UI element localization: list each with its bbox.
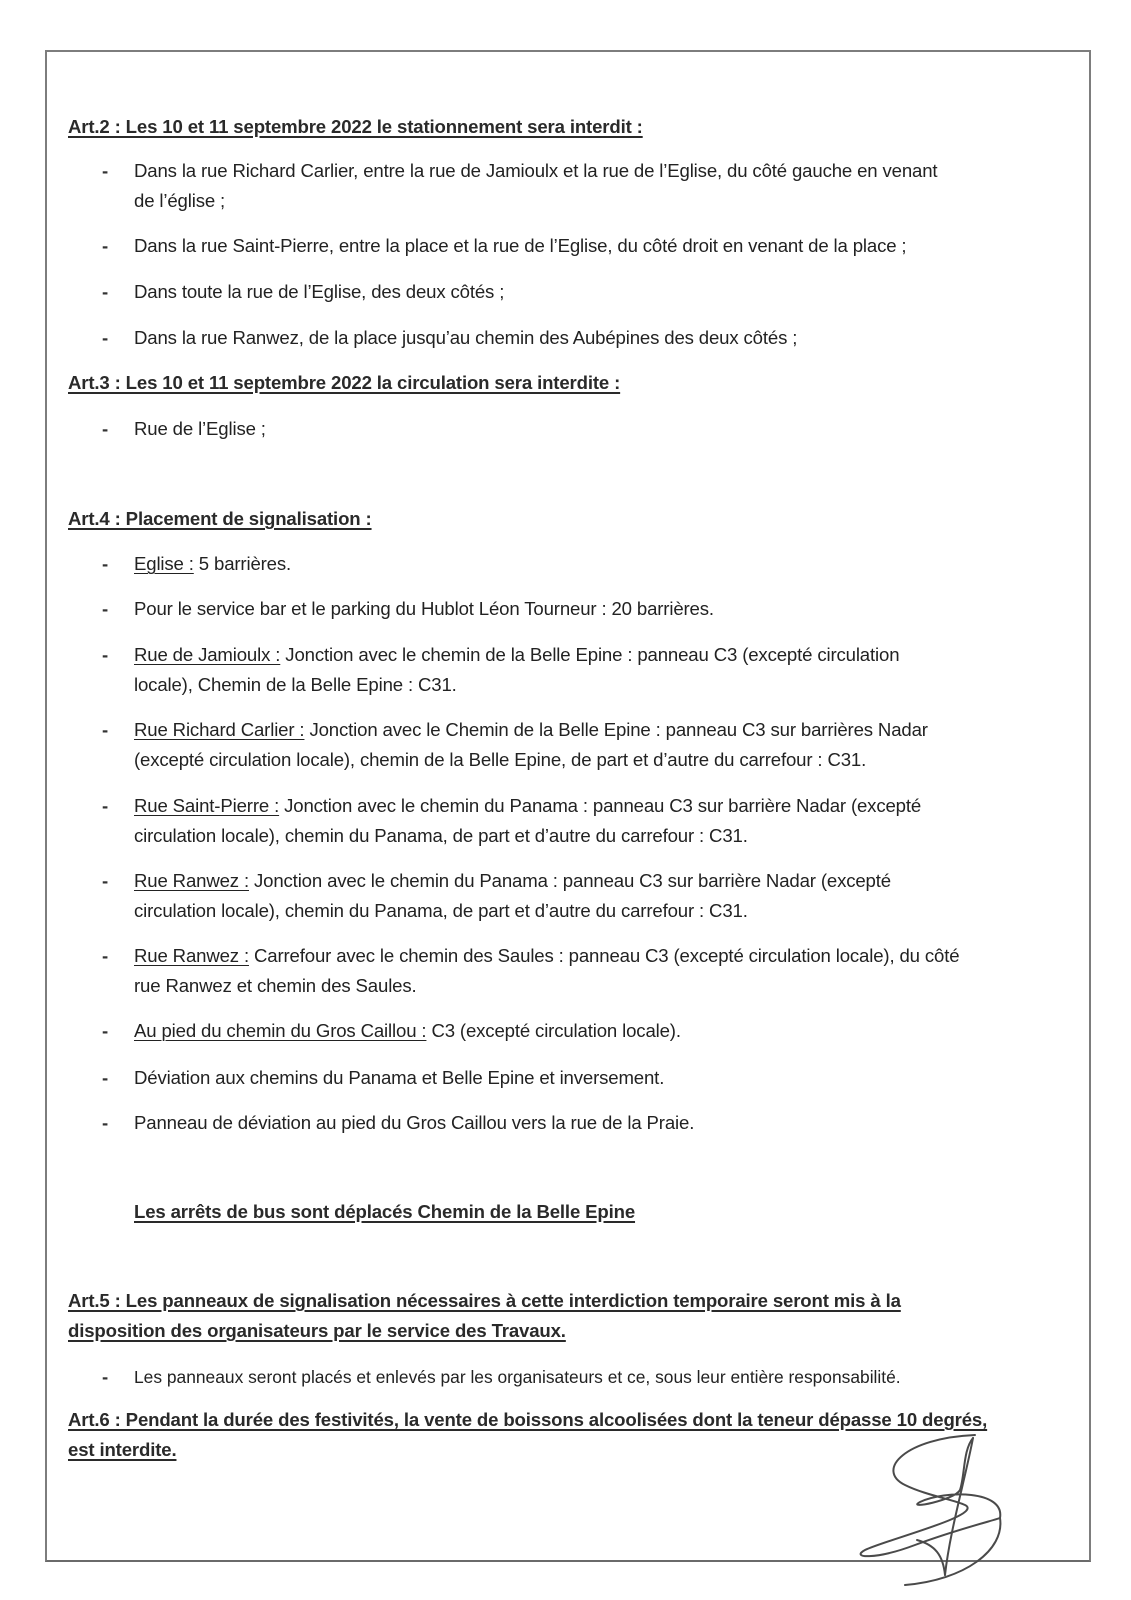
bullet-dash: - xyxy=(102,945,109,966)
list-item: Dans la rue Richard Carlier, entre la rue de Jamioulx et la rue de l’Eglise, du côté gauche en venant xyxy=(134,160,938,181)
bullet-dash: - xyxy=(102,281,109,302)
bullet-dash: - xyxy=(102,1112,109,1133)
item-lead-label: Rue de Jamioulx : xyxy=(134,644,281,665)
list-item xyxy=(134,795,921,817)
item-lead-label: Rue Ranwez : xyxy=(134,945,249,966)
article-6-heading: Art.6 : Pendant la durée des festivités, la vente de boissons alcoolisées dont la teneur dépasse 10 degrés, xyxy=(68,1409,988,1430)
list-item: Rue de l’Eglise ; xyxy=(134,418,266,439)
bullet-dash: - xyxy=(102,598,109,619)
list-item xyxy=(134,644,899,666)
bullet-dash: - xyxy=(102,235,109,256)
bullet-dash: - xyxy=(102,160,109,181)
item-lead-label: Eglise : xyxy=(134,553,194,574)
item-lead-label: Rue Ranwez : xyxy=(134,870,249,891)
list-item-continuation: de l’église ; xyxy=(134,190,226,211)
article-4-heading: Art.4 : Placement de signalisation : xyxy=(68,508,372,529)
item-text: 5 barrières. xyxy=(193,553,292,574)
list-item xyxy=(134,553,291,575)
list-item-continuation: circulation locale), chemin du Panama, de part et d’autre du carrefour : C31. xyxy=(134,825,748,846)
list-item xyxy=(134,945,959,967)
list-item-continuation: locale), Chemin de la Belle Epine : C31. xyxy=(134,674,457,695)
item-lead-label: Au pied du chemin du Gros Caillou : xyxy=(134,1020,427,1041)
list-item: Les panneaux seront placés et enlevés par les organisateurs et ce, sous leur entière responsabilité. xyxy=(134,1367,901,1387)
bullet-dash: - xyxy=(102,1067,109,1088)
bullet-dash: - xyxy=(102,418,109,439)
list-item xyxy=(134,870,891,892)
bullet-dash: - xyxy=(102,719,109,740)
list-item: Dans la rue Saint-Pierre, entre la place et la rue de l’Eglise, du côté droit en venant de la place ; xyxy=(134,235,907,256)
list-item: Panneau de déviation au pied du Gros Caillou vers la rue de la Praie. xyxy=(134,1112,695,1133)
list-item xyxy=(134,1020,681,1042)
list-item: Déviation aux chemins du Panama et Belle Epine et inversement. xyxy=(134,1067,665,1088)
bullet-dash: - xyxy=(102,553,109,574)
item-text: Jonction avec le chemin du Panama : panneau C3 sur barrière Nadar (excepté xyxy=(248,870,891,891)
bullet-dash: - xyxy=(102,795,109,816)
article-2-heading: Art.2 : Les 10 et 11 septembre 2022 le stationnement sera interdit : xyxy=(68,116,643,137)
list-item: Dans la rue Ranwez, de la place jusqu’au chemin des Aubépines des deux côtés ; xyxy=(134,327,798,348)
bus-stop-note: Les arrêts de bus sont déplacés Chemin de la Belle Epine xyxy=(134,1201,636,1222)
bullet-dash: - xyxy=(102,1020,109,1041)
bullet-dash: - xyxy=(102,1366,109,1387)
list-item-continuation: circulation locale), chemin du Panama, de part et d’autre du carrefour : C31. xyxy=(134,900,748,921)
item-text: Jonction avec le chemin de la Belle Epine : panneau C3 (excepté circulation xyxy=(280,644,900,665)
list-item xyxy=(134,719,928,741)
item-text: Jonction avec le chemin du Panama : panneau C3 sur barrière Nadar (excepté xyxy=(279,795,922,816)
article-3-heading: Art.3 : Les 10 et 11 septembre 2022 la circulation sera interdite : xyxy=(68,372,621,393)
item-text: C3 (excepté circulation locale). xyxy=(426,1020,681,1041)
bullet-dash: - xyxy=(102,870,109,891)
list-item-continuation: rue Ranwez et chemin des Saules. xyxy=(134,975,417,996)
item-lead-label: Rue Saint-Pierre : xyxy=(134,795,280,816)
item-text: Carrefour avec le chemin des Saules : panneau C3 (excepté circulation locale), du côté xyxy=(248,945,960,966)
list-item: Dans toute la rue de l’Eglise, des deux côtés ; xyxy=(134,281,505,302)
article-5-heading: Art.5 : Les panneaux de signalisation nécessaires à cette interdiction temporaire seront mis à la xyxy=(68,1290,901,1311)
signature-icon xyxy=(845,1430,1045,1600)
bullet-dash: - xyxy=(102,644,109,665)
article-6-heading-continuation: est interdite. xyxy=(68,1439,177,1460)
item-lead-label: Rue Richard Carlier : xyxy=(134,719,305,740)
item-text: Jonction avec le Chemin de la Belle Epine : panneau C3 sur barrières Nadar xyxy=(304,719,928,740)
bullet-dash: - xyxy=(102,327,109,348)
list-item-continuation: (excepté circulation locale), chemin de la Belle Epine, de part et d’autre du carrefour : C31. xyxy=(134,749,867,770)
list-item: Pour le service bar et le parking du Hublot Léon Tourneur : 20 barrières. xyxy=(134,598,714,619)
article-5-heading-continuation: disposition des organisateurs par le service des Travaux. xyxy=(68,1320,566,1341)
